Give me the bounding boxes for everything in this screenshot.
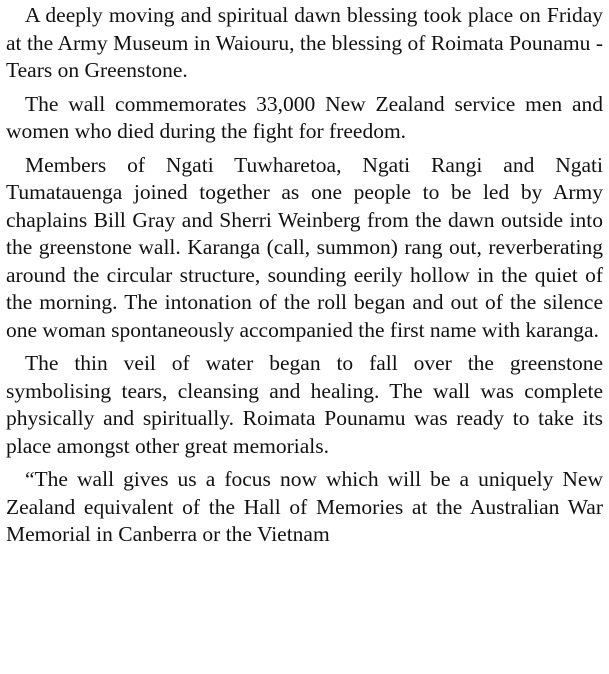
paragraph-wall-commemorates: The wall commemorates 33,000 New Zealand service men and women who died during the fight for freedom. (6, 91, 603, 143)
paragraph-members-ceremony: Members of Ngati Tuwharetoa, Ngati Rangi and Ngati Tumatauenga joined together as one people to be led by Army chaplains Bill Gray and Sherri Weinberg from the dawn outside into the greenstone wall. Karanga (call, summon) rang out, reverberating around the circular structure, sounding eerily hollow in the quiet of the morning. The intonation of the roll began and out of the silence one woman spontaneously accompanied the first name with karanga. (6, 152, 603, 342)
paragraph-wall-focus-quote: “The wall gives us a focus now which will be a uniquely New Zealand equivalent of the Hall of Memories at the Australian War Memorial in Canberra or the Vietnam (6, 467, 603, 546)
paragraph-water-veil: The thin veil of water began to fall over the greenstone symbolising tears, cleansing and healing. The wall was complete physically and spiritually. Roimata Pounamu was ready to take its place amongst other great memorials. (6, 351, 603, 458)
paragraph-dawn-blessing: A deeply moving and spiritual dawn blessing took place on Friday at the Army Museum in Waiouru, the blessing of Roimata Pounamu - Tears on Greenstone. (6, 3, 603, 82)
